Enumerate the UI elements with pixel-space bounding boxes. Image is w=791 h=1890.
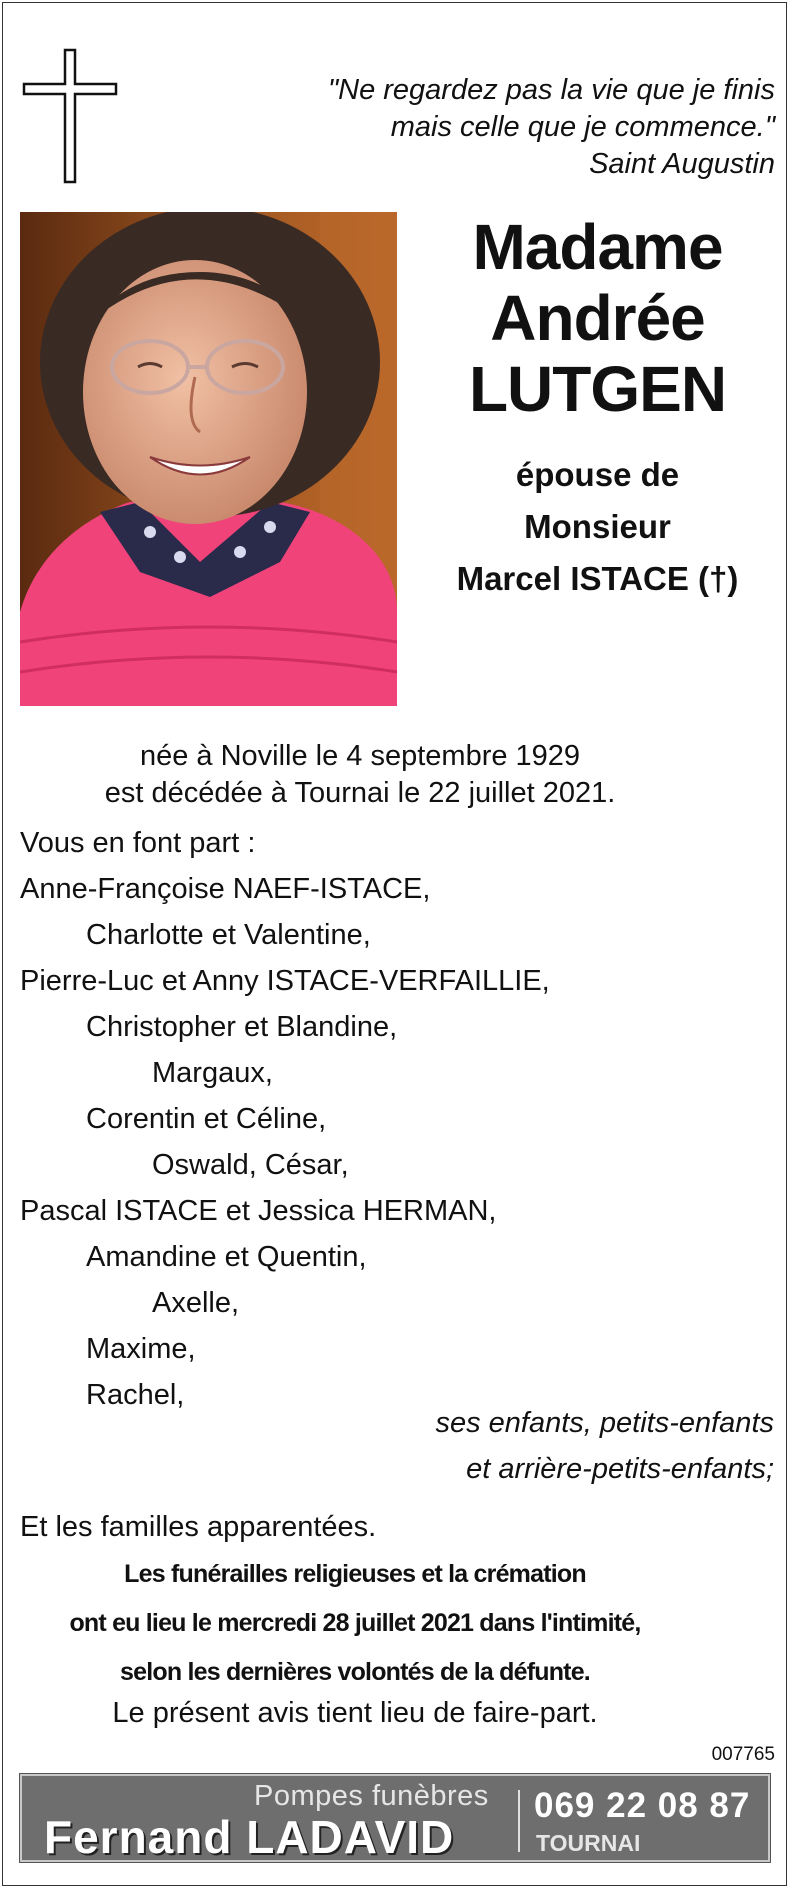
relation-text (435, 1400, 774, 1492)
spouse-info (420, 449, 775, 605)
deceased-title: Madame (472, 211, 723, 283)
family-member: Maxime, (86, 1333, 196, 1365)
family-member: Axelle, (152, 1287, 240, 1319)
funeral-home-label: Pompes funèbres (254, 1780, 489, 1812)
family-member: Pierre-Luc et Anny ISTACE-VERFAILLIE, (20, 965, 550, 997)
quote (215, 72, 775, 183)
reference-number: 007765 (711, 1744, 775, 1765)
quote-author: Saint Augustin (589, 148, 775, 180)
funeral-home-name: Fernand LADAVID (44, 1811, 455, 1863)
birth-line: née à Noville le 4 septembre 1929 (139, 740, 581, 772)
spouse-line-2: Monsieur (524, 508, 671, 545)
family-member: Christopher et Blandine, (86, 1011, 398, 1043)
quote-line-1: "Ne regardez pas la vie que je finis (327, 74, 775, 106)
family-member: Pascal ISTACE et Jessica HERMAN, (20, 1195, 497, 1227)
funeral-home-banner (20, 1774, 770, 1862)
banner-divider (518, 1790, 520, 1852)
deceased-first-name: Andrée (490, 282, 705, 354)
deceased-last-name: LUTGEN (468, 353, 727, 425)
funeral-home-phone: 069 22 08 87 (534, 1786, 751, 1825)
notice-text: Le présent avis tient lieu de faire-part. (112, 1697, 598, 1729)
family-member: Rachel, (86, 1379, 185, 1411)
family-member: Corentin et Céline, (86, 1103, 327, 1135)
family-list (20, 820, 780, 1418)
funeral-home-city: TOURNAI (536, 1830, 641, 1856)
other-families: Et les familles apparentées. (20, 1511, 377, 1543)
quote-line-2: mais celle que je commence." (390, 111, 775, 143)
spouse-line-3: Marcel ISTACE (†) (456, 560, 739, 597)
funeral-info (20, 1550, 690, 1697)
cross-icon (20, 48, 120, 184)
deceased-block (420, 212, 775, 605)
family-member: Anne-Françoise NAEF-ISTACE, (20, 873, 431, 905)
family-member: Margaux, (152, 1057, 273, 1089)
funeral-line-3: selon les dernières volontés de la défunte. (120, 1658, 590, 1686)
family-intro: Vous en font part : (20, 827, 256, 859)
portrait-photo (20, 212, 397, 706)
birth-death-info (20, 738, 700, 812)
funeral-line-1: Les funérailles religieuses et la crémation (124, 1560, 586, 1588)
relation-line-2: et arrière-petits-enfants; (466, 1453, 774, 1485)
family-member: Charlotte et Valentine, (86, 919, 371, 951)
family-member: Oswald, César, (152, 1149, 349, 1181)
funeral-line-2: ont eu lieu le mercredi 28 juillet 2021 dans l'intimité, (69, 1609, 641, 1637)
family-member: Amandine et Quentin, (86, 1241, 367, 1273)
spouse-line-1: épouse de (515, 456, 680, 493)
relation-line-1: ses enfants, petits-enfants (435, 1407, 774, 1439)
death-line: est décédée à Tournai le 22 juillet 2021. (104, 777, 616, 809)
